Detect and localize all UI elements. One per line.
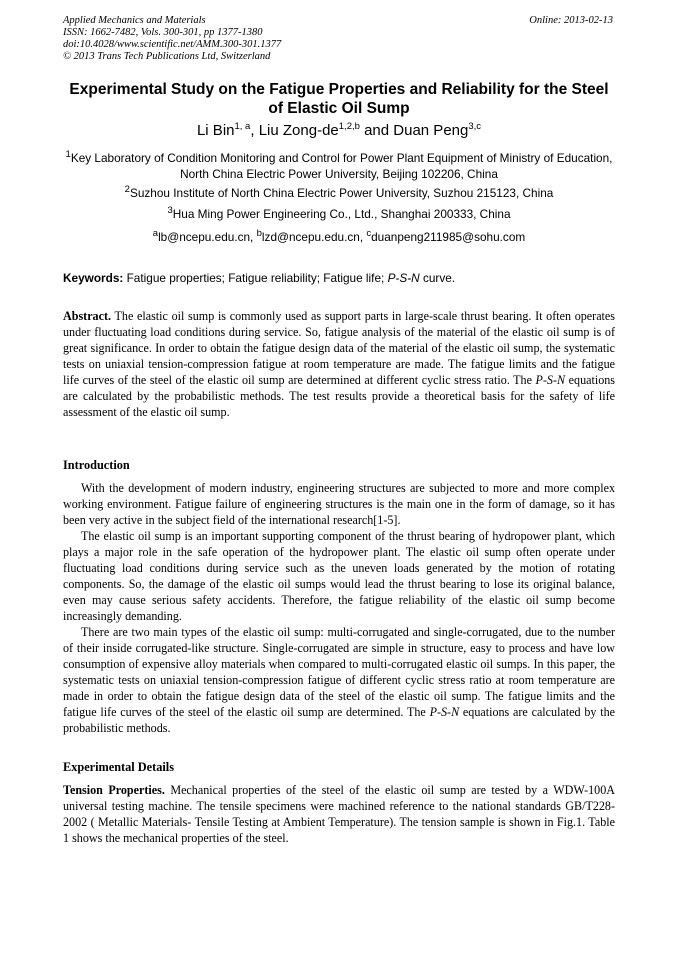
online-date: Online: 2013-02-13 — [529, 15, 613, 26]
tension-label: Tension Properties. — [63, 783, 165, 797]
affiliation-sup: 3 — [167, 205, 173, 217]
abstract — [63, 308, 615, 420]
intro-paragraph-2: The elastic oil sump is an important supporting component of the thrust bearing of hydropower plant, which plays a major role in the safe operation of the hydropower plant. The elastic oil sump often operate under fluctuating load conditions during service such as the uneven loads generated by the motion of rotating components. So, the damage of the elastic oil sumps would lead the thrust bearing to lose its original balance, even may cause serious safety accidents. Therefore, the fatigue reliability of the elastic oil sump become increasingly demanding. — [63, 529, 615, 623]
intro-paragraph-1: With the development of modern industry, engineering structures are subjected to more and more complex working environment. Fatigue failure of engineering structures is the main one in the form of damage, so it has been very active in the subject field of the international research[1-5]. — [63, 481, 615, 527]
email-text[interactable]: lb@ncepu.edu.cn, — [158, 230, 257, 244]
email-text[interactable]: duanpeng211985@sohu.com — [371, 230, 526, 244]
email-sup: a — [152, 228, 159, 240]
abstract-text-end: equations are calculated by the probabilistic methods. The test results provide a theoretical basis for the safety of life assessment of the elastic oil sump. — [63, 373, 615, 419]
affiliation-text: Key Laboratory of Condition Monitoring and Control for Power Plant Equipment of Ministry of Education, North China Electric Power University, Beijing 102206, China — [70, 151, 613, 181]
journal-name: Applied Mechanics and Materials — [63, 15, 206, 26]
email-sup: b — [256, 228, 262, 240]
intro-paragraph-3-italic: P-S-N — [429, 705, 460, 719]
keywords-label: Keywords: — [63, 271, 124, 285]
affiliation-text: Hua Ming Power Engineering Co., Ltd., Shanghai 200333, China — [172, 207, 511, 221]
affiliation-sup: 1 — [65, 149, 71, 161]
copyright-line: © 2013 Trans Tech Publications Ltd, Switzerland — [63, 51, 271, 62]
affiliation-3 — [63, 206, 615, 222]
keywords-text: Fatigue properties; Fatigue reliability; Fatigue life; — [123, 271, 388, 285]
intro-paragraph-3-text: There are two main types of the elastic oil sump: multi-corrugated and single-corrugated, due to the number of their inside corrugated-like structure. Single-corrugated are simple in structure, easy to process and have low consumption of expensive alloy materials when compared to multi-corrugated elastic oil sumps. In this paper, the systematic tests on uniaxial tension-compression fatigue of different cyclic stress ratio at room temperature are made in order to obtain the fatigue design data of the steel of the elastic oil sump. The fatigue limits and the fatigue life curves of the steel of the elastic oil sump are determined. The — [63, 625, 615, 719]
email-sup: c — [366, 228, 372, 240]
abstract-label: Abstract. — [63, 309, 112, 323]
keywords-end: curve. — [419, 271, 456, 285]
abstract-text: The elastic oil sump is commonly used as support parts in large-scale thrust bearing. It often operates under fluctuating load conditions during service. So, fatigue analysis of the material of the elastic oil sump is of great significance. In order to obtain the fatigue design data of the material of the elastic oil sump, the systematic tests on uniaxial tension-compression fatigue at room temperature are made. The fatigue limits and the fatigue life curves of the steel of the elastic oil sump are determined at different cyclic stress ratio. The — [63, 309, 615, 387]
intro-paragraph-3 — [63, 624, 615, 736]
affiliation-1 — [63, 150, 615, 182]
affiliation-2 — [63, 185, 615, 201]
author-separator: and — [359, 122, 394, 139]
paper-title: Experimental Study on the Fatigue Properties and Reliability for the Steel of Elastic Oil Sump — [69, 81, 609, 117]
author-name: Liu Zong-de — [258, 122, 339, 139]
keywords-italic: P-S-N — [387, 271, 420, 285]
introduction-heading: Introduction — [63, 458, 130, 472]
intro-paragraph-3-end: equations are calculated by the probabilistic methods. — [63, 705, 615, 735]
author-separator: , — [250, 122, 259, 139]
affiliation-sup: 2 — [124, 184, 130, 196]
doi-line: doi:10.4028/www.scientific.net/AMM.300-301.1377 — [63, 39, 282, 50]
email-line — [63, 229, 615, 245]
author-sup: 1,2,b — [338, 121, 360, 132]
experimental-heading: Experimental Details — [63, 760, 174, 774]
author-sup: 3,c — [468, 121, 482, 132]
keywords — [63, 270, 615, 286]
author-name: Li Bin — [196, 122, 235, 139]
abstract-italic: P-S-N — [535, 373, 566, 387]
tension-paragraph — [63, 782, 615, 846]
author-sup: 1, a — [234, 121, 251, 132]
author-name: Duan Peng — [393, 122, 469, 139]
email-text[interactable]: lzd@ncepu.edu.cn, — [261, 230, 367, 244]
journal-header — [63, 15, 281, 63]
issn-line: ISSN: 1662-7482, Vols. 300-301, pp 1377-1380 — [63, 27, 263, 38]
affiliation-text: Suzhou Institute of North China Electric Power University, Suzhou 215123, China — [129, 186, 554, 200]
author-list — [63, 122, 615, 140]
tension-text: Mechanical properties of the steel of the elastic oil sump are tested by a WDW-100A universal testing machine. The tensile specimens were machined reference to the national standards GB/T228-2002 ( Metallic Materials- Tensile Testing at Ambient Temperature). The tension sample is shown in Fig.1. Table 1 shows the mechanical properties of the steel. — [63, 783, 615, 845]
